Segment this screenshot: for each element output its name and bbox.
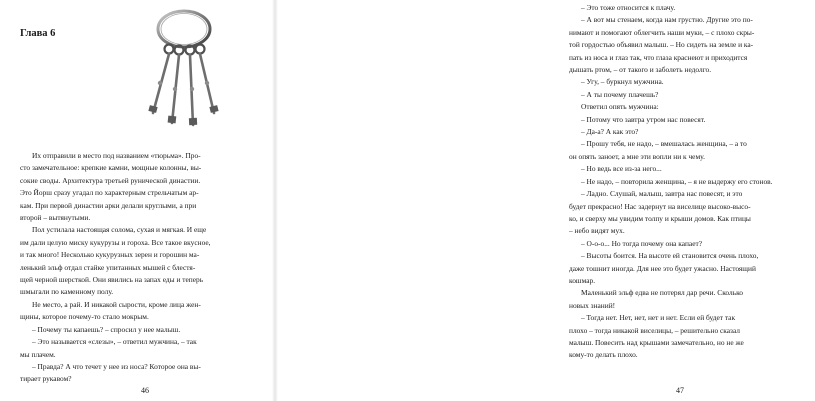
- text-line: – Это тоже относится к плачу.: [581, 3, 676, 12]
- text-line: малыш. Повесить над крышами замечательно, но не же: [569, 337, 744, 347]
- text-line: даже тошнит иногда. Для нее это будет ужасно. Настоящий: [569, 263, 756, 273]
- text-line: пать из носа и глаз так, что глаза краснеют и приходится: [569, 52, 748, 62]
- chapter-title: Глава 6: [20, 28, 56, 39]
- text-line: Пол устилала настоящая солома, сухая и мягкая. И еще: [32, 225, 207, 235]
- text-line: им дали целую миску кукурузы и гороха. Все такое вкусное,: [20, 237, 211, 247]
- left-page-text: [20, 150, 264, 386]
- text-line: – Правда? А что течет у нее из носа? Которое она вы-: [32, 361, 201, 371]
- page-number-left: 46: [141, 386, 149, 395]
- text-line: – Высоты боится. На высоте ей становится очень плохо,: [581, 251, 759, 261]
- text-line: – небо видят мух.: [569, 226, 625, 236]
- text-line: ленький эльф отдал стайке упитанных мышей с блестя-: [20, 262, 196, 272]
- text-line: шмыгали по каменному полу.: [20, 287, 114, 297]
- keys-on-ring-icon: [138, 3, 230, 131]
- text-line: сто замечательное: крепкие камни, мощные колонны, вы-: [20, 163, 202, 173]
- text-line: – О-о-о... Но тогда почему она капает?: [581, 238, 702, 248]
- text-line: дышать ртом, – от такого и заболеть недолго.: [569, 65, 712, 75]
- page-number-right: 47: [676, 386, 684, 395]
- left-page: [0, 0, 275, 401]
- text-line: – А ты почему плачешь?: [581, 89, 659, 99]
- text-line: Ответил опять мужчина:: [581, 102, 659, 112]
- text-line: второй – вытянутыми.: [20, 213, 91, 223]
- right-page: [275, 0, 773, 401]
- text-line: ко, и сверху мы увидим толпу и крыши домов. Как птицы: [569, 213, 751, 223]
- text-line: – Угу, – буркнул мужчина.: [581, 77, 664, 87]
- text-line: Маленький эльф едва не потерял дар речи. Сколько: [581, 288, 743, 298]
- text-line: – Потому что завтра утром нас повесят.: [581, 114, 706, 124]
- text-line: Не место, а рай. И никакой сырости, кроме лица жен-: [32, 299, 201, 309]
- text-line: – Прошу тебя, не надо, – вмешалась женщина, – а то: [581, 139, 747, 149]
- text-line: – А вот мы стенаем, когда нам грустно. Другие это по-: [581, 15, 753, 25]
- text-line: – Да-а? А как это?: [581, 127, 639, 137]
- text-line: Их отправили в место под названием «тюрьма». Про-: [32, 151, 201, 160]
- text-line: мы плачем.: [20, 349, 56, 359]
- text-line: щей черной шерсткой. Они явились на запах еды и теперь: [20, 275, 204, 285]
- text-line: Это Йорш сразу угадал по характерным стрельчатым ар-: [20, 188, 199, 198]
- text-line: – Это называется «слезы», – ответил мужчина, – так: [32, 337, 197, 347]
- text-line: кому-то делать плохо.: [569, 350, 638, 360]
- text-line: кам. При первой династии арки делали круглыми, а при: [20, 200, 197, 210]
- text-line: тирает рукавом?: [20, 374, 72, 384]
- text-line: щины, которое почему-то стало мокрым.: [20, 312, 149, 322]
- text-line: той гордостью объявил малыш. – Но сидеть на земле и ка-: [569, 40, 754, 50]
- text-line: – Но ведь все из-за него...: [581, 164, 662, 174]
- text-line: – Почему ты капаешь? – спросил у нее малыш.: [32, 324, 181, 334]
- text-line: кошмар.: [569, 275, 596, 285]
- text-line: нимают и помогают облегчить наши муки, – с плохо скры-: [569, 27, 755, 37]
- text-line: – Тогда нет. Нет, нет, нет и нет. Если ей будет так: [581, 313, 736, 323]
- text-line: будет прекрасно! Нас задернут на виселице высоко-высо-: [569, 201, 751, 211]
- text-line: он опять заноет, а мне эти вопли ни к чему.: [569, 151, 705, 161]
- text-line: сокие своды. Архитектура третьей рунической династии.: [20, 175, 201, 185]
- text-line: – Не надо, – повторила женщина, – я не выдержу его стонов.: [581, 176, 773, 186]
- text-line: плохо – тогда никакой виселицы, – решительно сказал: [569, 325, 740, 335]
- right-page-text: [569, 2, 815, 362]
- text-line: новых знаний!: [569, 300, 616, 310]
- text-line: – Ладно. Слушай, малыш, завтра нас повесят, и это: [581, 189, 743, 199]
- text-line: и так много! Несколько кукурузных зерен и горошин ма-: [20, 250, 200, 260]
